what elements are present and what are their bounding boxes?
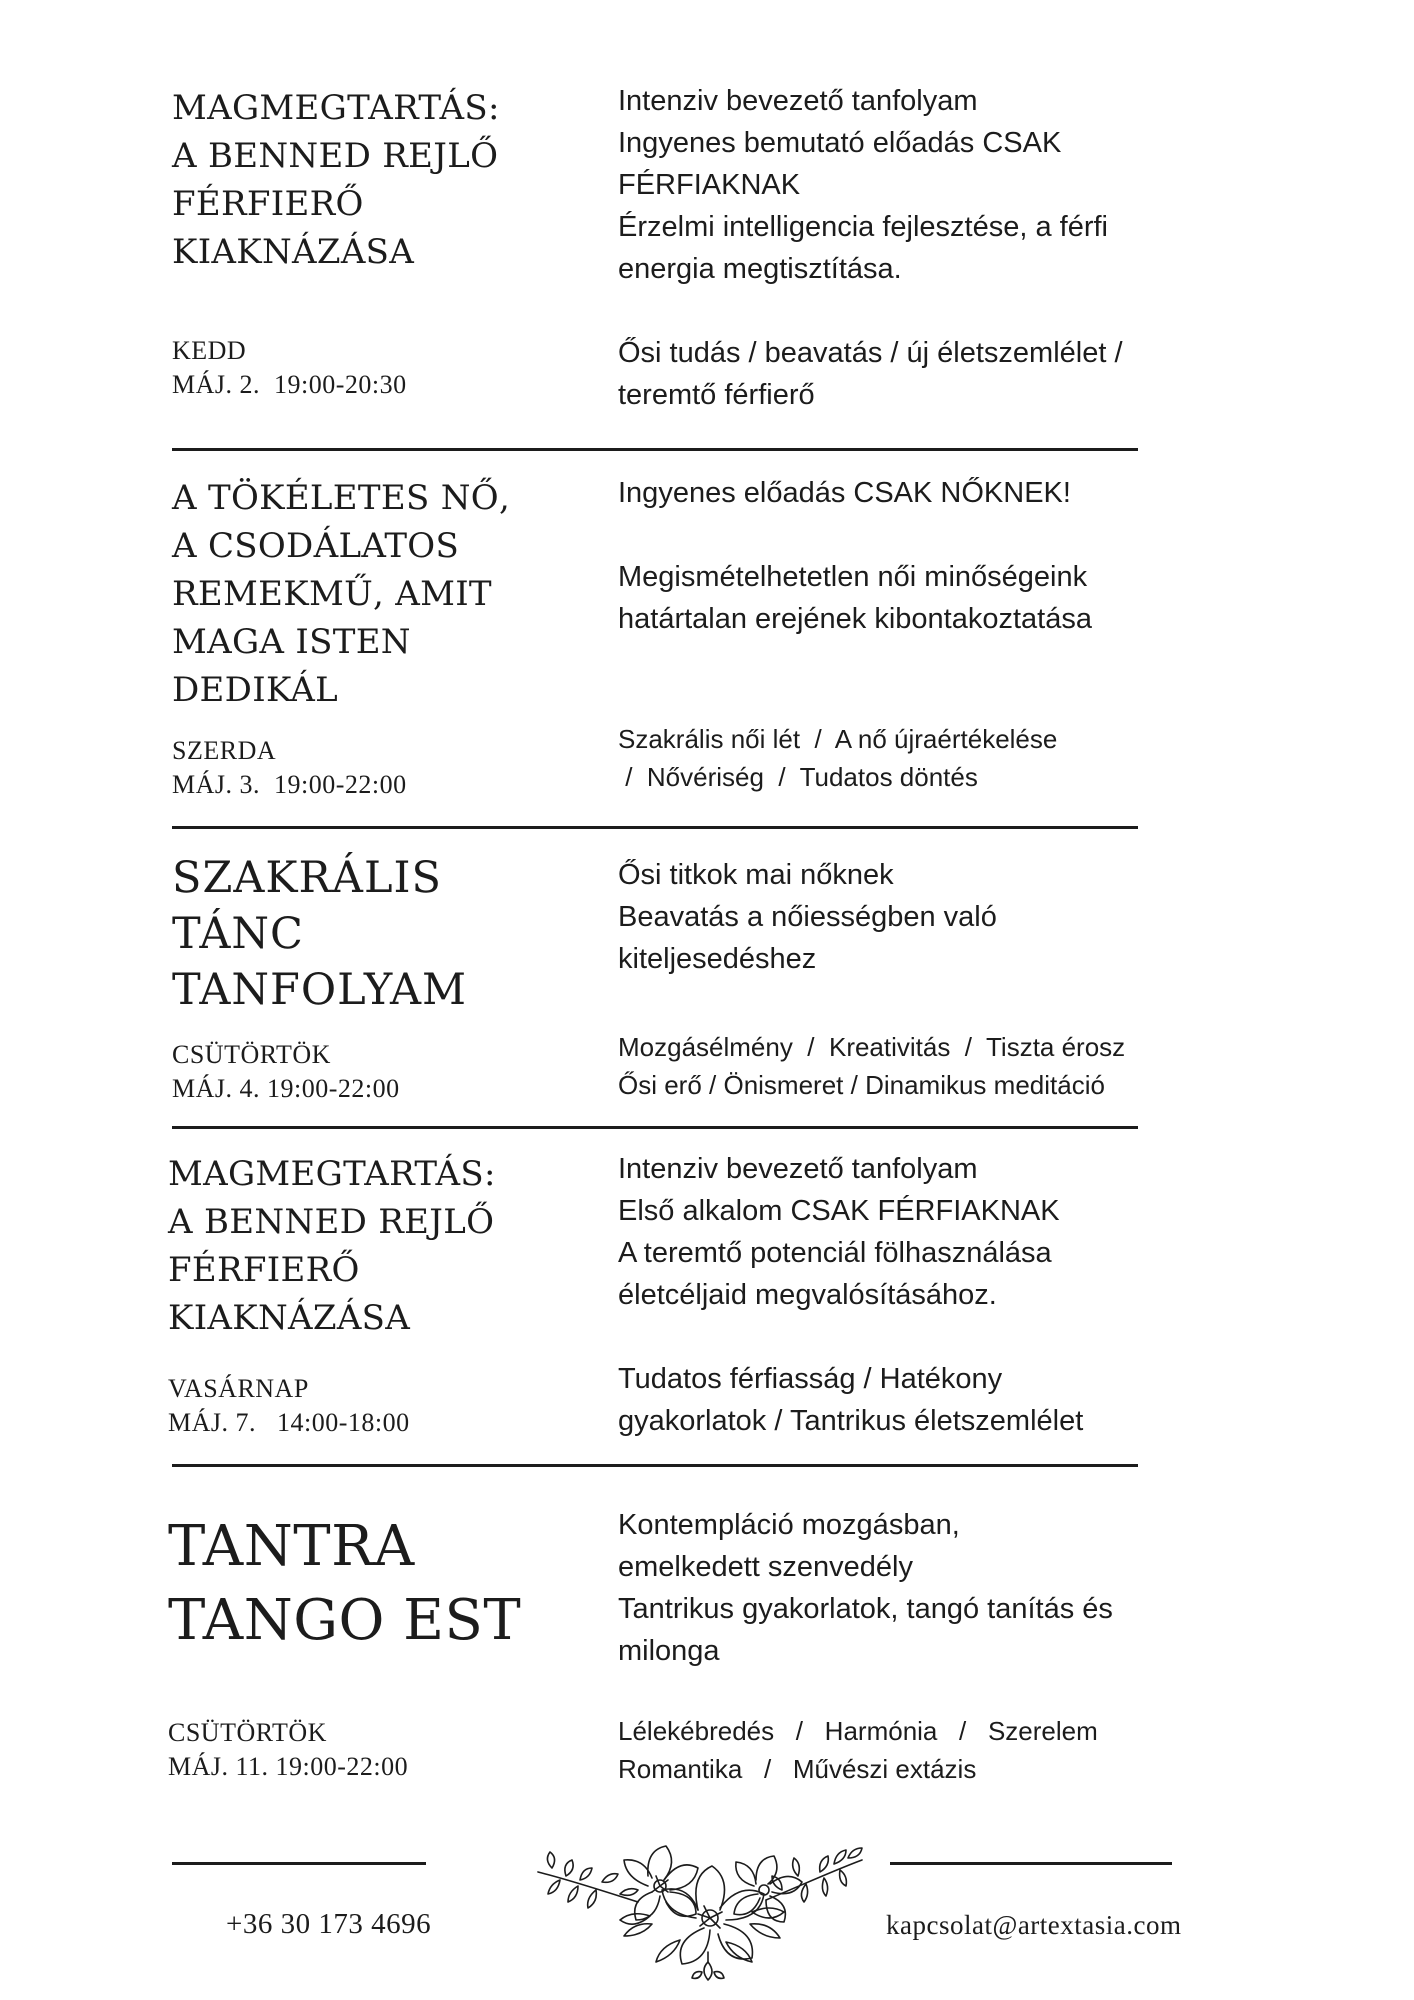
event-date-time: MÁJ. 2. 19:00-20:30 bbox=[172, 370, 407, 399]
event-description bbox=[618, 1504, 1258, 1672]
event-description bbox=[618, 1148, 1258, 1316]
event-title bbox=[168, 1150, 568, 1342]
keyword-line: Tudatos férfiasság / Hatékony bbox=[618, 1363, 1003, 1395]
event-day: CSÜTÖRTÖK bbox=[172, 1040, 331, 1069]
description-line: Érzelmi intelligencia fejlesztése, a férfi bbox=[618, 211, 1108, 243]
event-title-line: KIAKNÁZÁSA bbox=[168, 1298, 411, 1338]
event-title bbox=[168, 1510, 568, 1658]
description-line: milonga bbox=[618, 1635, 720, 1667]
keyword-line: Mozgásélmény / Kreativitás / Tiszta érosz bbox=[618, 1032, 1126, 1062]
description-line: határtalan erejének kibontakoztatása bbox=[618, 603, 1092, 635]
event-title-line: FÉRFIERŐ bbox=[172, 184, 364, 224]
event-title-line: TANGO EST bbox=[168, 1588, 522, 1653]
description-line: kiteljesedéshez bbox=[618, 943, 817, 975]
description-line: Intenziv bevezető tanfolyam bbox=[618, 1153, 978, 1185]
event-day: SZERDA bbox=[172, 736, 277, 765]
description-line: Megismételhetetlen női minőségeink bbox=[618, 561, 1088, 593]
description-line bbox=[618, 514, 1258, 556]
keyword-line: Lélekébredés / Harmónia / Szerelem bbox=[618, 1716, 1098, 1746]
description-line: Első alkalom CSAK FÉRFIAKNAK bbox=[618, 1195, 1060, 1227]
keyword-line: Ősi erő / Önismeret / Dinamikus meditáció bbox=[618, 1070, 1105, 1100]
event-day: CSÜTÖRTÖK bbox=[168, 1718, 327, 1747]
description-line: Intenziv bevezető tanfolyam bbox=[618, 85, 978, 117]
floral-ornament-icon bbox=[530, 1820, 870, 1990]
event-schedule bbox=[172, 1038, 400, 1106]
event-title-line: FÉRFIERŐ bbox=[168, 1250, 360, 1290]
event-keywords bbox=[618, 720, 1258, 796]
event-title bbox=[172, 850, 572, 1018]
event-title bbox=[172, 84, 572, 276]
description-line: Kontempláció mozgásban, bbox=[618, 1509, 960, 1541]
event-title-line: MAGMEGTARTÁS: bbox=[172, 88, 500, 128]
event-title-line: MAGA ISTEN bbox=[172, 622, 411, 662]
event-title-line: DEDIKÁL bbox=[172, 670, 339, 710]
event-schedule bbox=[168, 1716, 408, 1784]
event-date-time: MÁJ. 4. 19:00-22:00 bbox=[172, 1074, 400, 1103]
event-title-line: KIAKNÁZÁSA bbox=[172, 232, 415, 272]
description-line: Ősi titkok mai nőknek bbox=[618, 859, 894, 891]
keyword-line: teremtő férfierő bbox=[618, 379, 815, 411]
event-title-line: A CSODÁLATOS bbox=[172, 526, 460, 566]
event-title-line: REMEKMŰ, AMIT bbox=[172, 574, 492, 614]
event-schedule bbox=[168, 1372, 410, 1440]
event-date-time: MÁJ. 3. 19:00-22:00 bbox=[172, 770, 407, 799]
section-divider bbox=[172, 1126, 1138, 1129]
description-line: emelkedett szenvedély bbox=[618, 1551, 913, 1583]
event-title-line: TANFOLYAM bbox=[172, 965, 468, 1015]
phone-number[interactable]: +36 30 173 4696 bbox=[226, 1908, 432, 1940]
section-divider bbox=[172, 1464, 1138, 1467]
keyword-line: Ősi tudás / beavatás / új életszemlélet / bbox=[618, 337, 1123, 369]
event-keywords bbox=[618, 1028, 1258, 1104]
email-address[interactable]: kapcsolat@artextasia.com bbox=[886, 1910, 1182, 1940]
description-line: energia megtisztítása. bbox=[618, 253, 902, 285]
keyword-line: Romantika / Művészi extázis bbox=[618, 1754, 977, 1784]
event-description bbox=[618, 80, 1258, 290]
keyword-line: gyakorlatok / Tantrikus életszemlélet bbox=[618, 1405, 1084, 1437]
event-keywords bbox=[618, 1712, 1258, 1788]
event-title-line: TANTRA bbox=[168, 1514, 415, 1579]
event-schedule bbox=[172, 334, 407, 402]
event-title-line: A BENNED REJLŐ bbox=[168, 1202, 495, 1242]
keyword-line: / Nővériség / Tudatos döntés bbox=[618, 762, 978, 792]
section-divider bbox=[172, 826, 1138, 829]
event-date-time: MÁJ. 7. 14:00-18:00 bbox=[168, 1408, 410, 1437]
description-line: Tantrikus gyakorlatok, tangó tanítás és bbox=[618, 1593, 1113, 1625]
event-title-line: TÁNC bbox=[172, 909, 304, 959]
event-description bbox=[618, 472, 1258, 640]
event-date-time: MÁJ. 11. 19:00-22:00 bbox=[168, 1752, 409, 1781]
footer-rule-right bbox=[890, 1862, 1172, 1865]
event-title-line: A BENNED REJLŐ bbox=[172, 136, 499, 176]
event-title-line: SZAKRÁLIS bbox=[172, 853, 442, 903]
description-line: Ingyenes bemutató előadás CSAK bbox=[618, 127, 1062, 159]
event-title-line: A TÖKÉLETES NŐ, bbox=[172, 478, 511, 518]
description-line: A teremtő potenciál fölhasználása bbox=[618, 1237, 1052, 1269]
event-title bbox=[172, 474, 572, 714]
event-day: KEDD bbox=[172, 336, 247, 365]
event-keywords bbox=[618, 1358, 1258, 1442]
event-title-line: MAGMEGTARTÁS: bbox=[168, 1154, 496, 1194]
description-line: Beavatás a nőiességben való bbox=[618, 901, 997, 933]
description-line: életcéljaid megvalósításához. bbox=[618, 1279, 997, 1311]
description-line: FÉRFIAKNAK bbox=[618, 169, 801, 201]
description-line: Ingyenes előadás CSAK NŐKNEK! bbox=[618, 477, 1071, 509]
event-keywords bbox=[618, 332, 1258, 416]
keyword-line: Szakrális női lét / A nő újraértékelése bbox=[618, 724, 1058, 754]
event-day: VASÁRNAP bbox=[168, 1374, 309, 1403]
event-description bbox=[618, 854, 1258, 980]
section-divider bbox=[172, 448, 1138, 451]
footer-rule-left bbox=[172, 1862, 426, 1865]
event-schedule bbox=[172, 734, 407, 802]
